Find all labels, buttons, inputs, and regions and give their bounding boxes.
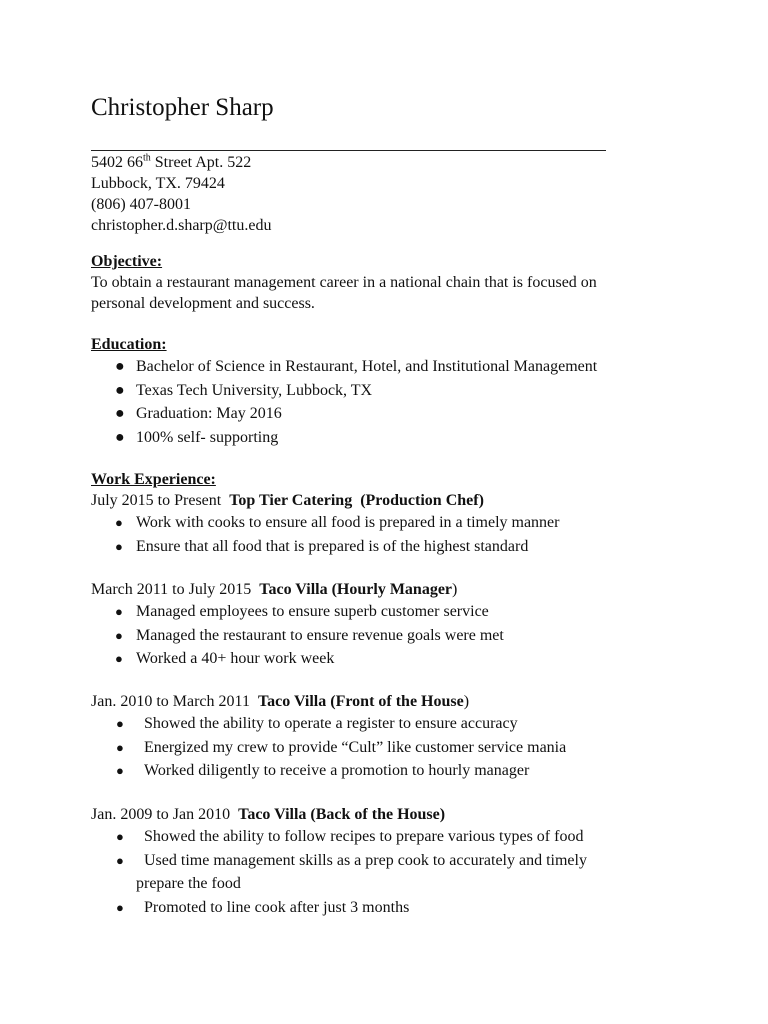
list-item-text: Worked diligently to receive a promotion to hourly manager <box>144 762 530 779</box>
job-entry <box>91 691 728 783</box>
list-item <box>91 736 728 760</box>
candidate-name: Christopher Sharp <box>91 94 274 121</box>
list-item-text: Showed the ability to operate a register to ensure accuracy <box>144 715 518 732</box>
job-employer: Taco Villa (Hourly Manager <box>259 581 453 598</box>
address-street: Street Apt. 522 <box>150 154 252 171</box>
work-experience-section <box>91 469 728 558</box>
objective-heading: Objective: <box>91 253 163 270</box>
bullet-icon: ● <box>115 381 125 399</box>
bullet-icon: ● <box>115 538 123 554</box>
objective-text-line-1: To obtain a restaurant management career in a national chain that is focused on <box>91 274 597 291</box>
job-dates: March 2011 to July 2015 <box>91 581 252 598</box>
list-item-text: Worked a 40+ hour work week <box>136 650 335 667</box>
job-dates: Jan. 2009 to Jan 2010 <box>91 806 231 823</box>
job-header <box>91 490 728 511</box>
bullet-icon: ● <box>115 405 125 422</box>
job-entry <box>91 579 728 671</box>
job-dates: Jan. 2010 to March 2011 <box>91 693 250 710</box>
list-item <box>91 402 728 426</box>
job-role-close: ) <box>452 581 458 598</box>
objective-text-line-2: personal development and success. <box>91 295 315 312</box>
job-duties-list <box>91 511 728 558</box>
list-item <box>91 379 728 403</box>
job-duties-list <box>91 825 728 919</box>
list-item <box>91 511 728 535</box>
list-item <box>91 600 728 624</box>
job-duties-list <box>91 712 728 783</box>
address-line-1 <box>91 152 728 173</box>
contact-block <box>91 152 728 236</box>
list-item <box>91 624 728 648</box>
list-item <box>91 355 728 379</box>
bullet-icon: ● <box>115 358 125 375</box>
job-employer: Top Tier Catering <box>229 492 353 509</box>
job-role-close: ) <box>463 693 470 710</box>
job-role: (Production Chef) <box>360 492 484 509</box>
education-heading: Education: <box>91 336 167 353</box>
address-line-2: Lubbock, TX. 79424 <box>91 175 225 192</box>
list-item <box>91 535 728 559</box>
list-item-text: Bachelor of Science in Restaurant, Hotel, and Institutional Management <box>136 358 598 375</box>
list-item <box>91 896 728 920</box>
list-item-text: Work with cooks to ensure all food is prepared in a timely manner <box>136 514 560 531</box>
bullet-icon: ● <box>115 651 123 666</box>
list-item <box>91 825 728 849</box>
job-employer: Taco Villa (Front of the House <box>257 693 464 710</box>
list-item-text: Energized my crew to provide “Cult” like customer service mania <box>144 738 567 756</box>
objective-section <box>91 251 728 314</box>
list-item-text: Graduation: May 2016 <box>136 405 282 422</box>
bullet-icon: ● <box>115 428 125 446</box>
list-item-text: 100% self- supporting <box>136 428 279 446</box>
list-item-text: Managed the restaurant to ensure revenue goals were met <box>136 626 504 644</box>
list-item <box>91 647 728 671</box>
list-item <box>91 759 728 783</box>
education-list <box>91 355 728 449</box>
job-header <box>91 691 728 712</box>
bullet-icon: ● <box>116 899 124 915</box>
phone-number: (806) 407-8001 <box>91 196 191 213</box>
job-duties-list <box>91 600 728 671</box>
bullet-icon: ● <box>115 627 123 643</box>
job-header <box>91 804 728 825</box>
list-item <box>91 712 728 736</box>
bullet-icon: ● <box>116 829 124 844</box>
email-address: christopher.d.sharp@ttu.edu <box>91 217 272 234</box>
bullet-icon: ● <box>115 515 123 530</box>
list-item <box>91 426 728 450</box>
list-item-text: Texas Tech University, Lubbock, TX <box>136 381 373 399</box>
bullet-icon: ● <box>116 763 124 778</box>
address-ordinal-sup: th <box>143 152 151 164</box>
name-underline-divider <box>91 150 606 151</box>
job-employer: Taco Villa (Back of the House) <box>238 806 446 823</box>
list-item-text: Promoted to line cook after just 3 months <box>144 898 410 916</box>
address-number: 5402 66 <box>91 154 143 171</box>
bullet-icon: ● <box>116 739 124 755</box>
bullet-icon: ● <box>116 716 124 731</box>
job-entry <box>91 804 728 919</box>
list-item <box>91 849 644 896</box>
list-item-text: Showed the ability to follow recipes to prepare various types of food <box>144 828 584 845</box>
job-header <box>91 579 728 600</box>
list-item-text: Managed employees to ensure superb customer service <box>136 603 489 620</box>
bullet-icon: ● <box>115 604 123 619</box>
job-dates: July 2015 to Present <box>91 492 222 509</box>
education-section <box>91 334 728 449</box>
list-item-text-continued: prepare the food <box>136 875 241 892</box>
list-item-text: Ensure that all food that is prepared is of the highest standard <box>136 537 529 555</box>
list-item-text: Used time management skills as a prep cook to accurately and timely <box>144 851 587 869</box>
work-experience-heading: Work Experience: <box>91 471 216 488</box>
bullet-icon: ● <box>116 852 124 868</box>
